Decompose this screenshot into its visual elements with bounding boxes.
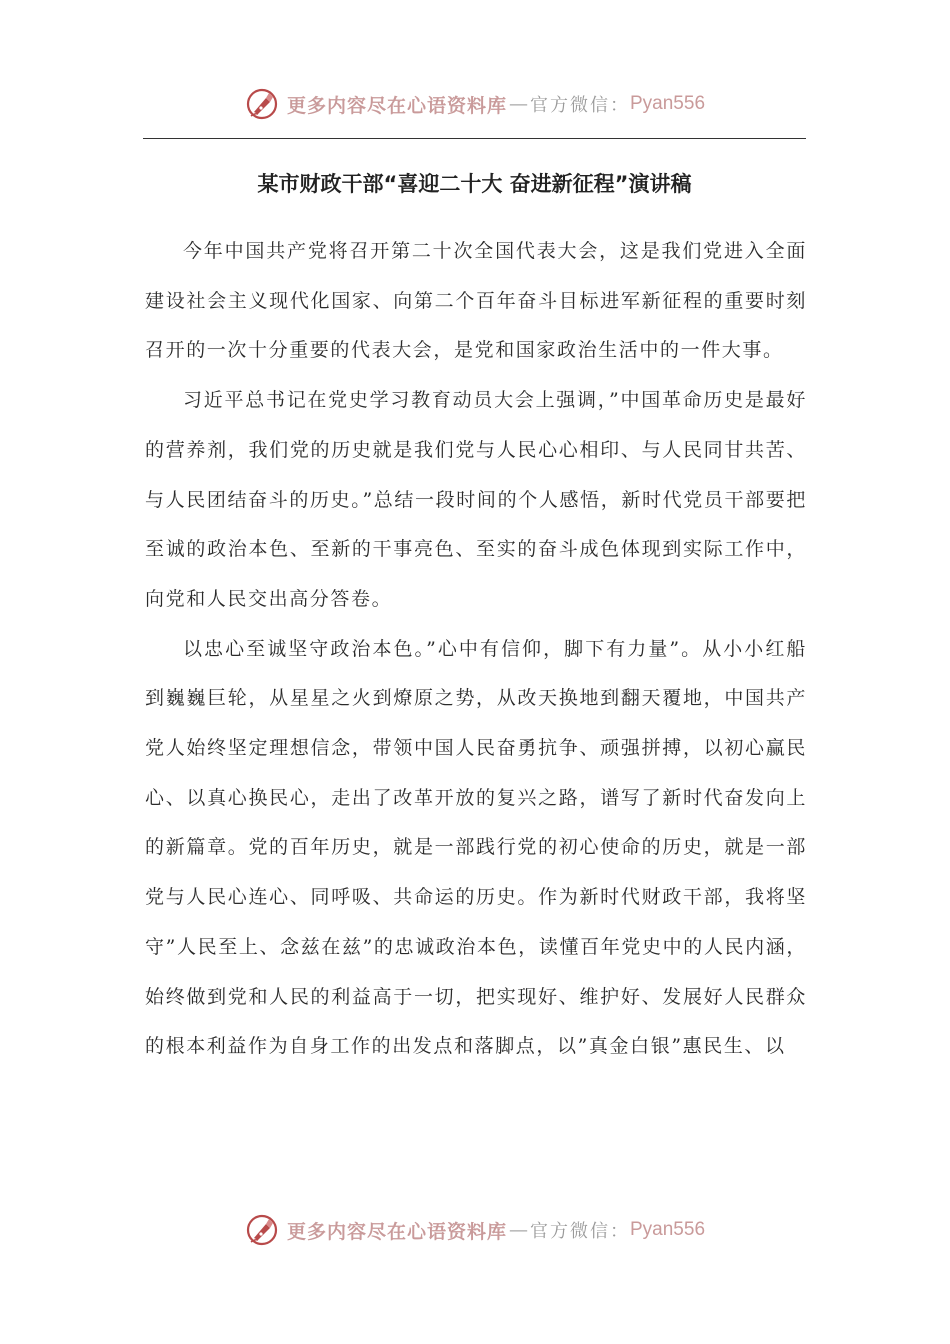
header-divider bbox=[143, 138, 806, 139]
pen-nib-logo-icon bbox=[245, 87, 279, 121]
paragraph-2: 习近平总书记在党史学习教育动员大会上强调，”中国革命历史是最好的营养剂，我们党的历史就是我们党与人民心心相印、与人民同甘共苦、与人民团结奋斗的历史。”总结一段时间的个人感悟，新时代党员干部要把至诚的政治本色、至新的干事亮色、至实的奋斗成色体现到实际工作中，向党和人民交出高分答卷。 bbox=[145, 389, 807, 610]
banner-contact-id: Pyan556 bbox=[630, 93, 706, 114]
document-body bbox=[145, 227, 807, 1072]
banner-slogan: 更多内容尽在心语资料库 bbox=[286, 94, 507, 117]
document-title: 某市财政干部“喜迎二十大 奋进新征程”演讲稿 bbox=[257, 172, 692, 196]
footer-contact-id: Pyan556 bbox=[630, 1219, 706, 1240]
footer-dash: — bbox=[509, 1219, 528, 1241]
footer-banner bbox=[0, 1208, 950, 1252]
banner-contact-label: 官方微信： bbox=[530, 95, 630, 116]
pen-nib-logo-icon bbox=[245, 1213, 279, 1247]
paragraph-1: 今年中国共产党将召开第二十次全国代表大会，这是我们党进入全面建设社会主义现代化国家、向第二个百年奋斗目标进军新征程的重要时刻召开的一次十分重要的代表大会，是党和国家政治生活中的一件大事。 bbox=[145, 240, 807, 362]
header-banner bbox=[0, 82, 950, 126]
footer-slogan: 更多内容尽在心语资料库 bbox=[286, 1220, 507, 1243]
paragraph-3: 以忠心至诚坚守政治本色。”心中有信仰，脚下有力量”。从小小红船到巍巍巨轮，从星星之火到燎原之势，从改天换地到翻天覆地，中国共产党人始终坚定理想信念，带领中国人民奋勇抗争、顽强拼搏，以初心赢民心、以真心换民心，走出了改革开放的复兴之路，谱写了新时代奋发向上的新篇章。党的百年历史，就是一部践行党的初心使命的历史，就是一部党与人民心连心、同呼吸、共命运的历史。作为新时代财政干部，我将坚守”人民至上、念兹在兹”的忠诚政治本色，读懂百年党史中的人民内涵，始终做到党和人民的利益高于一切，把实现好、维护好、发展好人民群众的根本利益作为自身工作的出发点和落脚点，以”真金白银”惠民生、以 bbox=[145, 637, 807, 1058]
banner-dash: — bbox=[509, 93, 528, 115]
footer-contact-label: 官方微信： bbox=[530, 1221, 630, 1242]
